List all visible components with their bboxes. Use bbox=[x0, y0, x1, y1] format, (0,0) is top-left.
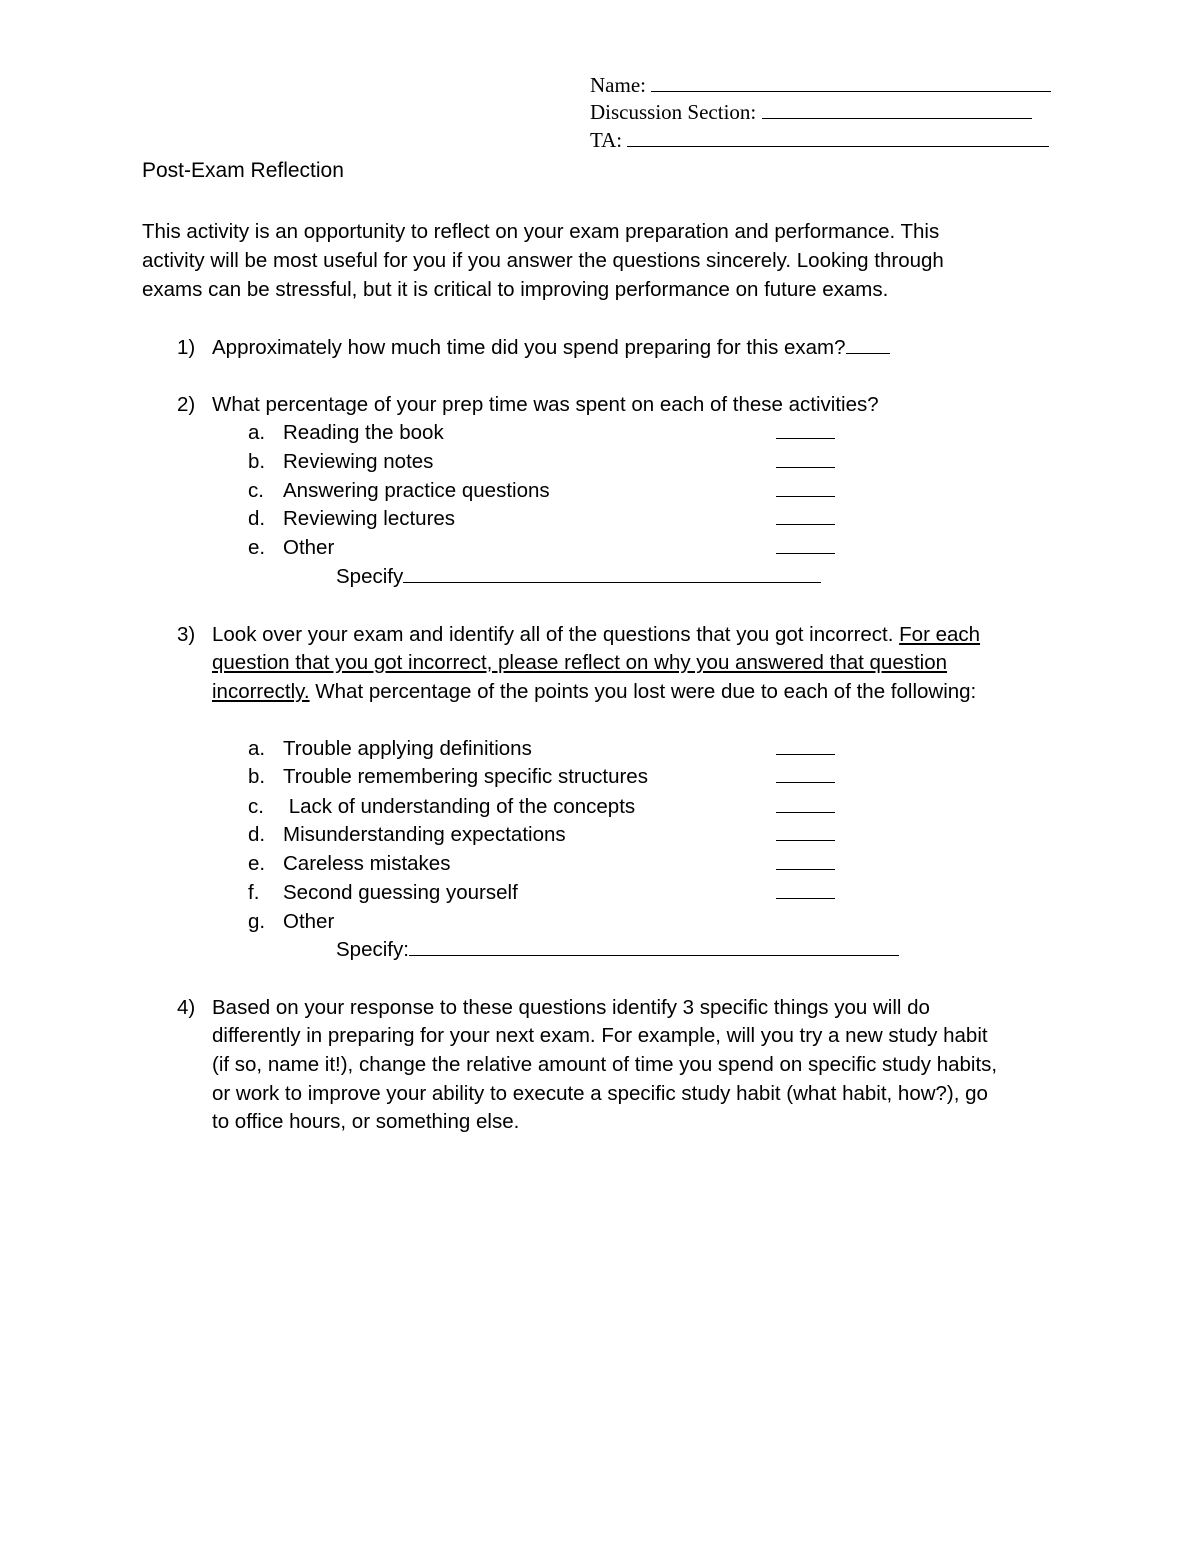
q2-item-text: Reviewing lectures bbox=[283, 507, 456, 530]
q2-item-letter: a. bbox=[248, 421, 266, 444]
q1-text-row bbox=[212, 336, 890, 360]
name-field bbox=[590, 73, 1051, 98]
q3-item-blank[interactable] bbox=[776, 839, 835, 841]
q2-item-blank[interactable] bbox=[776, 466, 835, 468]
q4-line-4: or work to improve your ability to execute a specific study habit (what habit, how?), go bbox=[212, 1082, 988, 1105]
q2-specify-row bbox=[336, 565, 821, 589]
page-title: Post-Exam Reflection bbox=[142, 159, 344, 182]
q3-item-blank[interactable] bbox=[776, 781, 835, 783]
q3-item-text: Trouble applying definitions bbox=[283, 737, 532, 760]
name-blank[interactable] bbox=[651, 90, 1051, 92]
q3-line-3-plain: What percentage of the points you lost were due to each of the following: bbox=[309, 680, 977, 703]
q2-item-text: Reviewing notes bbox=[283, 450, 434, 473]
q3-item-blank[interactable] bbox=[776, 868, 835, 870]
q3-specify-label: Specify: bbox=[336, 938, 409, 961]
q4-line-5: to office hours, or something else. bbox=[212, 1110, 520, 1133]
q3-item-text: Misunderstanding expectations bbox=[283, 823, 566, 846]
q3-item-blank[interactable] bbox=[776, 811, 835, 813]
q1-text: Approximately how much time did you spend preparing for this exam? bbox=[212, 336, 846, 359]
q3-item-letter: a. bbox=[248, 737, 266, 760]
q2-item-letter: e. bbox=[248, 536, 266, 559]
q3-number: 3) bbox=[177, 623, 196, 646]
q3-specify-blank[interactable] bbox=[409, 954, 899, 956]
q1-number: 1) bbox=[177, 336, 196, 359]
q2-item-text: Reading the book bbox=[283, 421, 444, 444]
ta-blank[interactable] bbox=[627, 145, 1049, 147]
q3-item-text: Second guessing yourself bbox=[283, 881, 518, 904]
q2-specify-label: Specify bbox=[336, 565, 404, 588]
q2-item-text: Answering practice questions bbox=[283, 479, 550, 502]
q2-number: 2) bbox=[177, 393, 196, 416]
intro-line-2: activity will be most useful for you if you answer the questions sincerely. Looking through bbox=[142, 249, 944, 272]
q3-item-text: Careless mistakes bbox=[283, 852, 451, 875]
intro-line-1: This activity is an opportunity to reflect on your exam preparation and performance. This bbox=[142, 220, 940, 243]
q3-item-letter: g. bbox=[248, 910, 266, 933]
q3-line-3-underlined: incorrectly. bbox=[212, 680, 310, 703]
q2-item-letter: c. bbox=[248, 479, 264, 502]
q2-item-blank[interactable] bbox=[776, 523, 835, 525]
q2-specify-blank[interactable] bbox=[403, 581, 821, 583]
q4-line-2: differently in preparing for your next exam. For example, will you try a new study habit bbox=[212, 1024, 988, 1047]
q2-item-letter: d. bbox=[248, 507, 266, 530]
q2-item-blank[interactable] bbox=[776, 437, 835, 439]
q3-line-1 bbox=[212, 623, 980, 647]
q2-item-blank[interactable] bbox=[776, 552, 835, 554]
q4-number: 4) bbox=[177, 996, 196, 1019]
q3-item-letter: b. bbox=[248, 765, 266, 788]
q3-item-letter: d. bbox=[248, 823, 266, 846]
q3-item-blank[interactable] bbox=[776, 753, 835, 755]
name-label: Name: bbox=[590, 73, 646, 97]
q2-item-letter: b. bbox=[248, 450, 266, 473]
discussion-section-label: Discussion Section: bbox=[590, 100, 757, 124]
ta-label: TA: bbox=[590, 128, 623, 152]
q1-answer-blank[interactable] bbox=[846, 352, 890, 354]
q3-item-blank[interactable] bbox=[776, 897, 835, 899]
intro-line-3: exams can be stressful, but it is critical to improving performance on future exams. bbox=[142, 278, 889, 301]
q3-item-letter: f. bbox=[248, 881, 260, 904]
q2-item-blank[interactable] bbox=[776, 495, 835, 497]
q3-specify-row bbox=[336, 938, 899, 962]
q4-line-3: (if so, name it!), change the relative amount of time you spend on specific study habits, bbox=[212, 1053, 998, 1076]
q2-item-text: Other bbox=[283, 536, 335, 559]
discussion-section-field bbox=[590, 100, 1032, 125]
q3-line-1-underlined: For each bbox=[899, 623, 981, 646]
q2-text: What percentage of your prep time was spent on each of these activities? bbox=[212, 393, 879, 416]
q3-item-text: Lack of understanding of the concepts bbox=[283, 795, 636, 818]
q3-line-3 bbox=[212, 680, 976, 704]
q3-line-2-underlined: question that you got incorrect, please reflect on why you answered that question bbox=[212, 651, 948, 674]
q3-item-letter: c. bbox=[248, 795, 264, 818]
q3-line-2 bbox=[212, 651, 947, 675]
q3-line-1-plain: Look over your exam and identify all of the questions that you got incorrect. bbox=[212, 623, 900, 646]
q3-item-text: Other bbox=[283, 910, 335, 933]
discussion-section-blank[interactable] bbox=[762, 117, 1032, 119]
ta-field bbox=[590, 128, 1049, 153]
q3-item-letter: e. bbox=[248, 852, 266, 875]
q4-line-1: Based on your response to these questions identify 3 specific things you will do bbox=[212, 996, 930, 1019]
q3-item-text: Trouble remembering specific structures bbox=[283, 765, 648, 788]
